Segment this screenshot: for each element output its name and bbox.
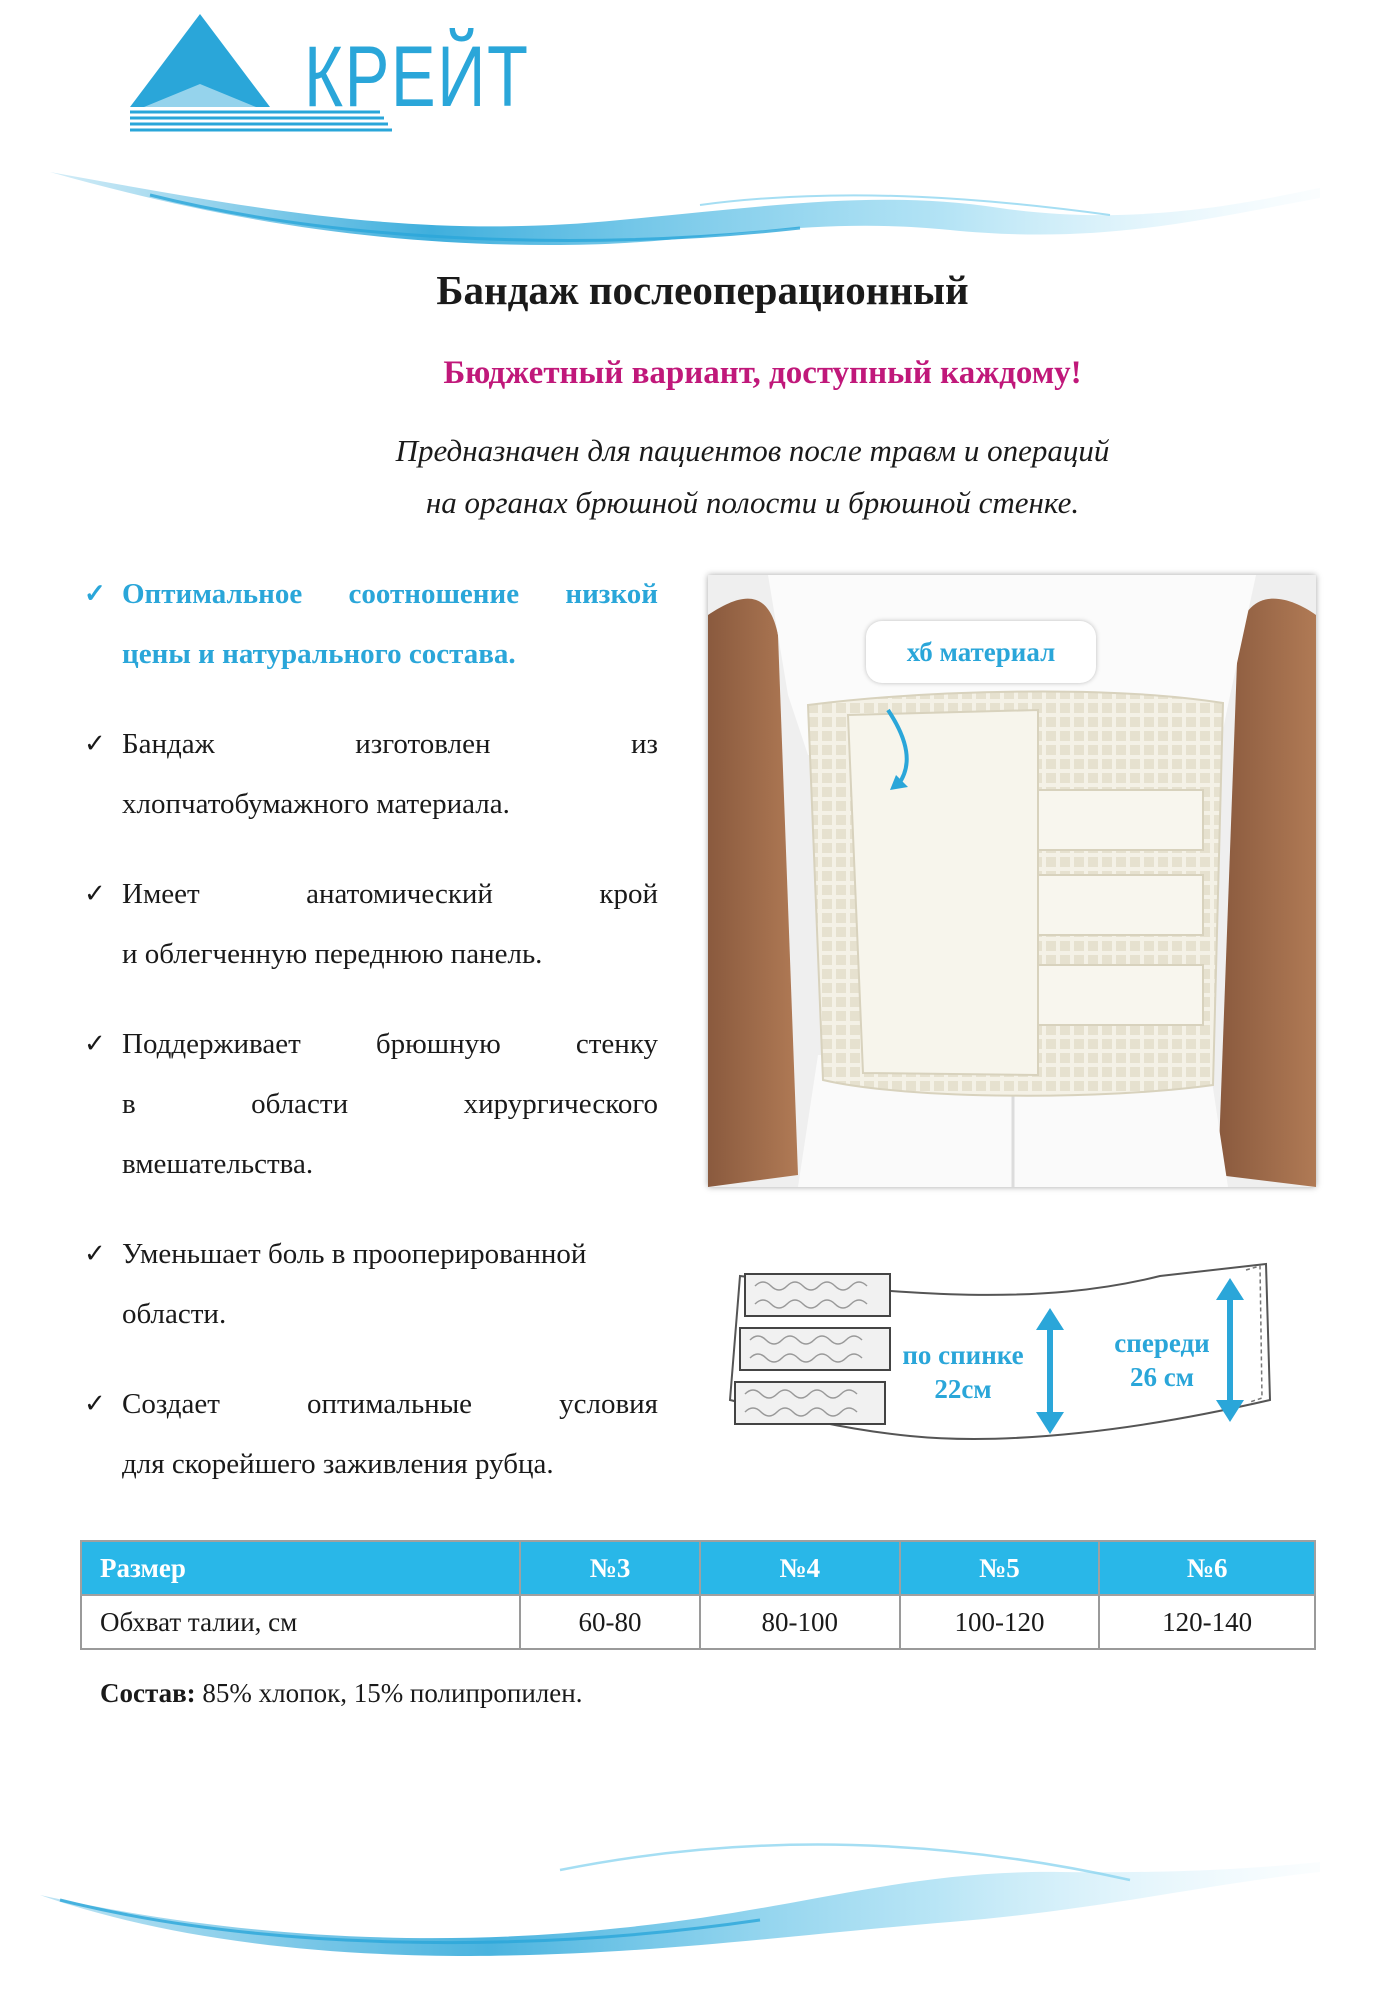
feature-item [84, 864, 658, 984]
feature-line: вмешательства. [122, 1148, 314, 1180]
feature-item [84, 1224, 658, 1344]
table-header-cell: Размер [81, 1541, 520, 1595]
purpose-line-2: на органах брюшной полости и брюшной стенке. [425, 485, 1080, 520]
table-header-cell: №6 [1099, 1541, 1315, 1595]
purpose-text [0, 425, 1385, 529]
composition-value: 85% хлопок, 15% полипропилен. [195, 1678, 583, 1708]
feature-line: для скорейшего заживления рубца. [122, 1448, 554, 1480]
size-table [80, 1540, 1316, 1650]
table-row-label: Обхват талии, см [81, 1595, 520, 1649]
page-title: Бандаж послеоперационный [436, 267, 969, 313]
checkmark-icon: ✓ [84, 1029, 106, 1058]
feature-line: Бандаж изготовлен из [122, 728, 658, 760]
table-header-row [81, 1541, 1315, 1595]
feature-item [84, 564, 658, 684]
purpose-line-1: Предназначен для пациентов после травм и операций [395, 433, 1110, 468]
table-cell: 120-140 [1099, 1595, 1315, 1649]
feature-line: Поддерживает брюшную стенку [122, 1028, 658, 1060]
table-cell: 80-100 [700, 1595, 900, 1649]
material-callout: хб материал [866, 621, 1096, 683]
checkmark-icon: ✓ [84, 579, 106, 608]
checkmark-icon: ✓ [84, 1239, 106, 1268]
feature-line: и облегченную переднюю панель. [122, 938, 543, 970]
feature-item [84, 1374, 658, 1494]
feature-line: в области хирургического [122, 1088, 658, 1120]
page-subtitle: Бюджетный вариант, доступный каждому! [443, 355, 1082, 391]
feature-item [84, 1014, 658, 1194]
feature-line: Создает оптимальные условия [122, 1388, 658, 1420]
brand-name: КРЕЙТ [304, 29, 530, 125]
feature-line: хлопчатобумажного материала. [122, 788, 510, 820]
feature-line: Уменьшает боль в прооперированной [122, 1238, 587, 1270]
bottom-wave-decoration [0, 1810, 1385, 1960]
feature-item [84, 714, 658, 834]
feature-line: цены и натурального состава. [122, 638, 516, 670]
back-height-label [878, 1338, 1048, 1406]
back-label-line-1: по спинке [902, 1340, 1024, 1370]
table-row [81, 1595, 1315, 1649]
front-label-line-1: спереди [1114, 1328, 1210, 1358]
feature-line: Оптимальное соотношение низкой [122, 578, 658, 610]
features-list [84, 564, 658, 1524]
table-header-cell: №5 [900, 1541, 1100, 1595]
composition-label: Состав: [100, 1678, 196, 1708]
front-label-line-2: 26 см [1129, 1362, 1195, 1392]
feature-line: области. [122, 1298, 227, 1330]
checkmark-icon: ✓ [84, 879, 106, 908]
table-header-cell: №3 [520, 1541, 700, 1595]
table-header-cell: №4 [700, 1541, 900, 1595]
checkmark-icon: ✓ [84, 729, 106, 758]
checkmark-icon: ✓ [84, 1389, 106, 1418]
front-height-label [1092, 1326, 1232, 1394]
table-cell: 60-80 [520, 1595, 700, 1649]
feature-line: Имеет анатомический крой [122, 878, 658, 910]
table-cell: 100-120 [900, 1595, 1100, 1649]
velcro-strips [735, 1274, 890, 1424]
back-label-line-2: 22см [934, 1374, 992, 1404]
top-wave-decoration [0, 150, 1385, 250]
composition-text [100, 1678, 582, 1709]
